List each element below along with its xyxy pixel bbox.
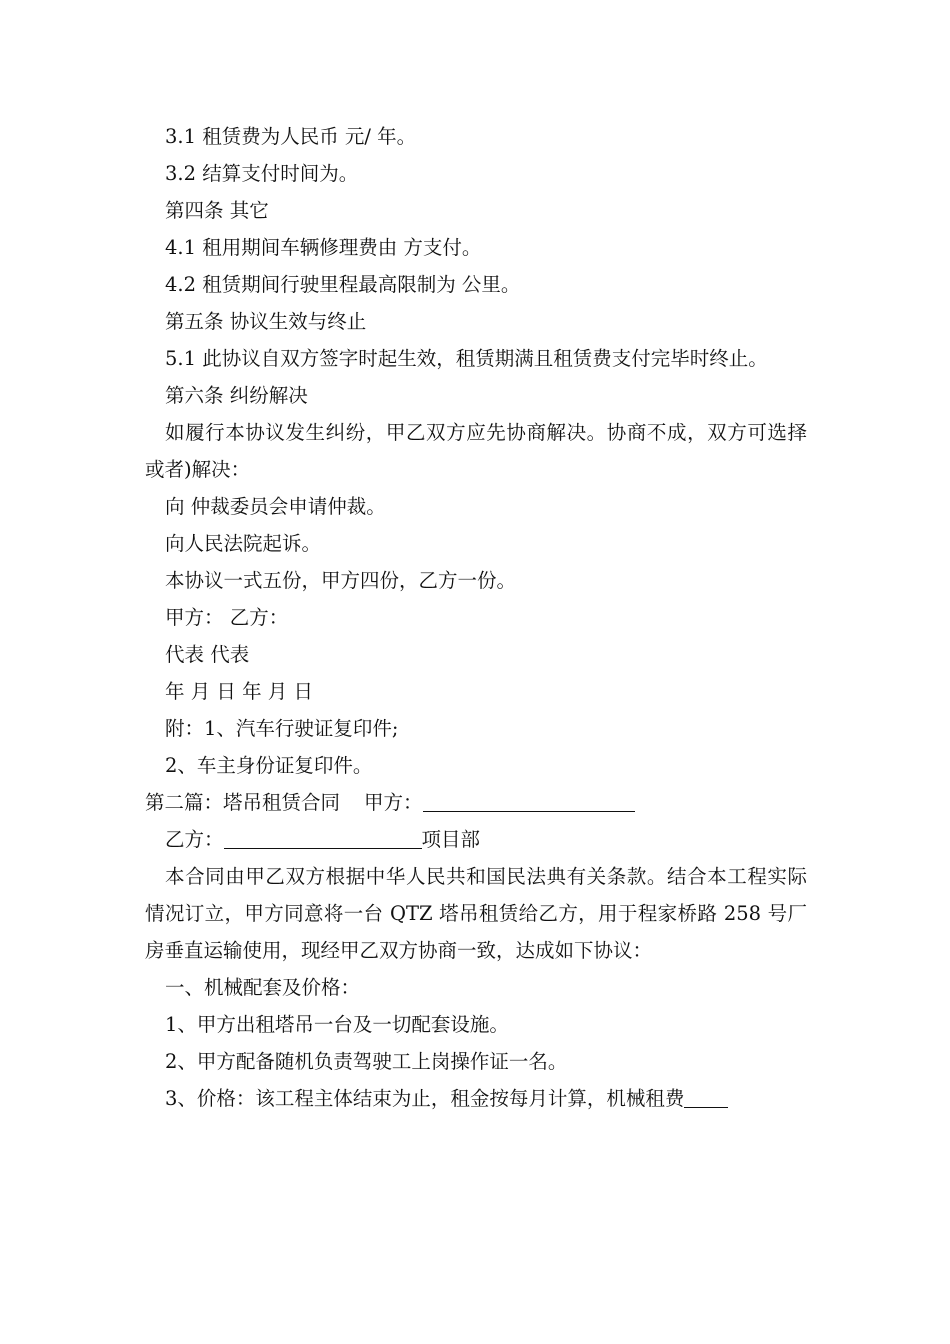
contract-intro: 本合同由甲乙双方根据中华人民共和国民法典有关条款。结合本工程实际情况订立，甲方同意将一台 QTZ 塔吊租赁给乙方，用于程家桥路 258 号厂房垂直运输使用，现经甲乙双方协商一致，达成如下协议： — [145, 865, 807, 962]
item-1: 1、甲方出租塔吊一台及一切配套设施。 — [165, 1013, 509, 1036]
clause-4-1: 4.1 租用期间车辆修理费由 方支付。 — [165, 236, 482, 259]
article-4-heading: 第四条 其它 — [165, 199, 269, 222]
article-6-heading: 第六条 纠纷解决 — [165, 384, 308, 407]
party-a-label: 甲方： — [364, 791, 423, 814]
attachment-1: 附：1、汽车行驶证复印件; — [165, 717, 399, 740]
clause-4-2: 4.2 租赁期间行驶里程最高限制为 公里。 — [165, 273, 521, 296]
party-b-line — [145, 821, 807, 858]
dispute-paragraph: 如履行本协议发生纠纷，甲乙双方应先协商解决。协商不成，双方可选择 或者)解决： — [145, 421, 807, 481]
party-a-blank — [423, 789, 635, 812]
price-blank — [684, 1085, 728, 1108]
item-3-price — [145, 1080, 807, 1117]
part2-title-line — [145, 784, 807, 821]
signature-representatives: 代表 代表 — [165, 643, 250, 666]
signature-parties: 甲方： 乙方： — [165, 606, 289, 629]
section-1-heading: 一、机械配套及价格： — [165, 976, 361, 999]
copies-statement: 本协议一式五份，甲方四份，乙方一份。 — [165, 569, 517, 592]
clause-3-1: 3.1 租赁费为人民币 元/ 年。 — [165, 125, 417, 148]
document-body — [145, 118, 807, 1117]
clause-3-2: 3.2 结算支付时间为。 — [165, 162, 359, 185]
item-2: 2、甲方配备随机负责驾驶工上岗操作证一名。 — [165, 1050, 568, 1073]
party-b-suffix: 项目部 — [421, 828, 481, 851]
party-b-label: 乙方： — [165, 828, 224, 851]
party-b-blank — [224, 826, 422, 849]
arbitration-option: 向 仲裁委员会申请仲裁。 — [165, 495, 386, 518]
part2-title: 第二篇：塔吊租赁合同 — [145, 791, 341, 814]
price-text: 3、价格：该工程主体结束为止，租金按每月计算，机械租费 — [165, 1087, 685, 1110]
article-5-heading: 第五条 协议生效与终止 — [165, 310, 367, 333]
court-option: 向人民法院起诉。 — [165, 532, 322, 555]
attachment-2: 2、车主身份证复印件。 — [165, 754, 373, 777]
clause-5-1: 5.1 此协议自双方签字时起生效，租赁期满且租赁费支付完毕时终止。 — [165, 347, 768, 370]
signature-dates: 年 月 日 年 月 日 — [165, 680, 313, 703]
